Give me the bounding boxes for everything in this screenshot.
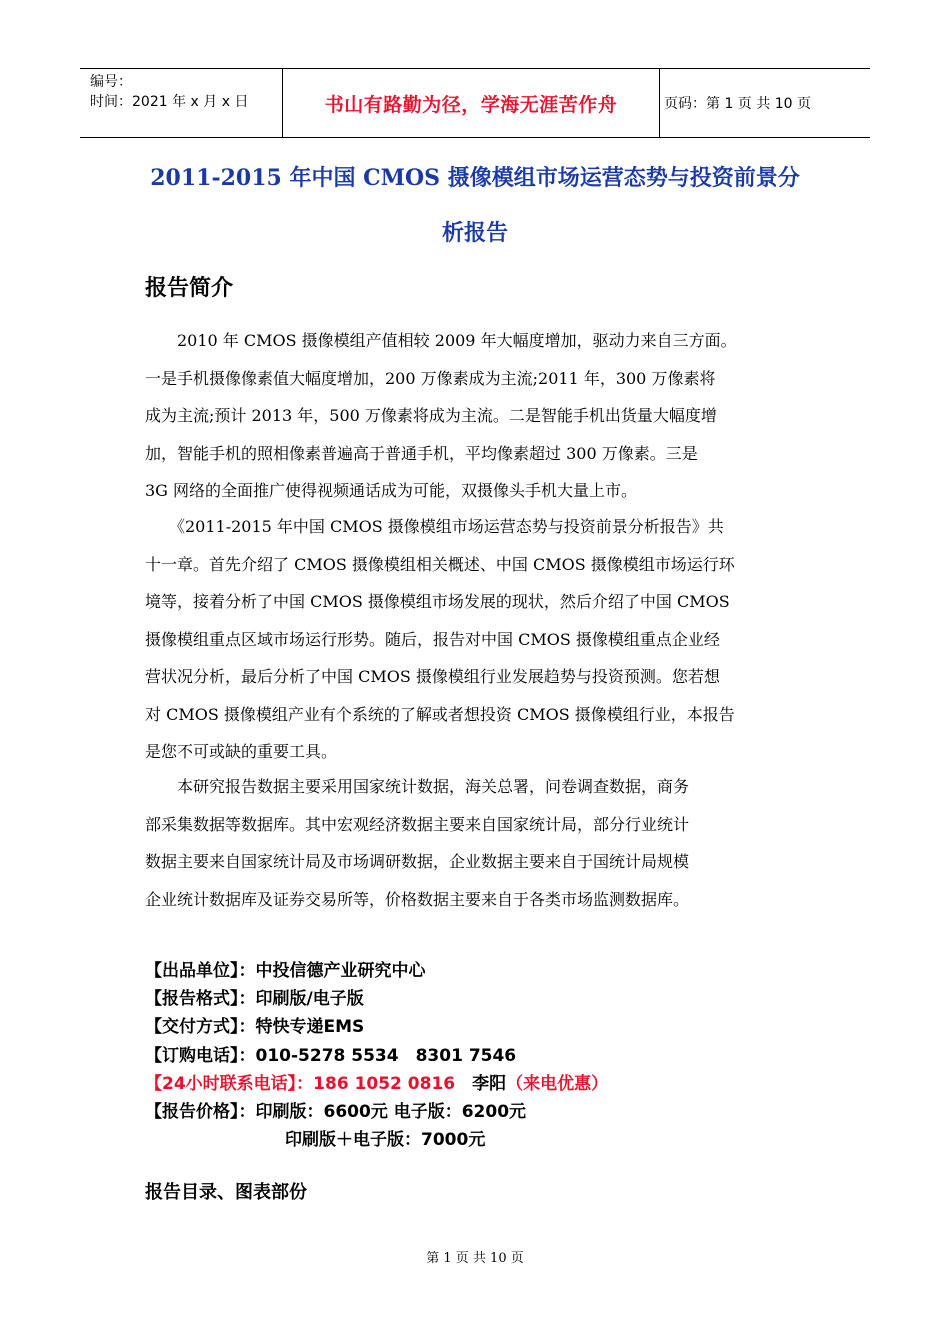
summary-paragraph-2 (145, 508, 805, 771)
paragraph-line: 对 CMOS 摄像模组产业有个系统的了解或者想投资 CMOS 摄像模组行业，本报告 (145, 704, 735, 724)
header-motto: 书山有路勤为径，学海无涯苦作舟 (283, 69, 660, 137)
report-title-line-1: 2011-2015 年中国 CMOS 摄像模组市场运营态势与投资前景分 (150, 165, 800, 191)
price-label: 【报告价格】： (145, 1102, 256, 1123)
report-info-block (145, 957, 608, 1154)
toc-heading: 报告目录、图表部份 (145, 1182, 307, 1203)
order-phone-row (145, 1042, 608, 1070)
document-number-label: 编号： (90, 74, 132, 90)
paragraph-line: 数据主要来自国家统计局及市场调研数据，企业数据主要来自于国统计局规模 (145, 852, 690, 871)
delivery-row (145, 1013, 608, 1041)
hotline-contact: 李阳 (455, 1073, 507, 1094)
report-title-line-2: 析报告 (441, 220, 508, 246)
paragraph-line: 加，智能手机的照相像素普遍高于普通手机，平均像素超过 300 万像素。三是 (145, 443, 698, 463)
order-phone-value: 010-5278 5534 8301 7546 (255, 1045, 517, 1066)
publisher-value: 中投信德产业研究中心 (255, 961, 426, 981)
delivery-label: 【交付方式】： (145, 1017, 256, 1038)
section-heading-summary: 报告简介 (145, 276, 234, 301)
paragraph-line: 营状况分析，最后分析了中国 CMOS 摄像模组行业发展趋势与投资预测。您若想 (145, 667, 720, 686)
hotline-note: （来电优惠） (506, 1073, 609, 1094)
paragraph-line: 3G 网络的全面推广使得视频通话成为可能，双摄像头手机大量上市。 (145, 481, 638, 500)
format-value: 印刷版/电子版 (255, 989, 364, 1010)
paragraph-line: 本研究报告数据主要采用国家统计数据，海关总署，问卷调查数据，商务 (145, 777, 690, 796)
hotline-label: 【24小时联系电话】： (145, 1073, 314, 1094)
paragraph-line: 十一章。首先介绍了 CMOS 摄像模组相关概述、中国 CMOS 摄像模组市场运行环 (145, 554, 735, 574)
format-label: 【报告格式】： (145, 989, 256, 1010)
hotline-number: 186 1052 0816 (313, 1073, 456, 1094)
summary-paragraph-1 (145, 322, 805, 510)
delivery-value: 特快专递EMS (255, 1017, 365, 1038)
paragraph-line: 一是手机摄像像素值大幅度增加，200 万像素成为主流;2011 年，300 万像素将 (145, 368, 716, 388)
document-header-table (80, 68, 870, 138)
page-footer: 第 1 页 共 10 页 (426, 1251, 524, 1266)
summary-paragraph-3 (145, 768, 805, 918)
paragraph-line: 成为主流;预计 2013 年，500 万像素将成为主流。二是智能手机出货量大幅度增 (145, 406, 717, 425)
paragraph-line: 企业统计数据库及证券交易所等，价格数据主要来自于各类市场监测数据库。 (145, 889, 690, 909)
format-row (145, 985, 608, 1013)
header-page-info: 页码：第 1 页 共 10 页 (664, 96, 811, 112)
paragraph-line: 2010 年 CMOS 摄像模组产值相较 2009 年大幅度增加，驱动力来自三方面。 (145, 331, 737, 350)
paragraph-line: 境等，接着分析了中国 CMOS 摄像模组市场发展的现状，然后介绍了中国 CMOS (145, 592, 730, 611)
price-value-2: 印刷版＋电子版：7000元 (285, 1130, 486, 1151)
price-row (145, 1098, 608, 1126)
publisher-label: 【出品单位】： (145, 961, 256, 981)
price-value-1: 印刷版：6600元 电子版：6200元 (255, 1102, 527, 1123)
paragraph-line: 部采集数据等数据库。其中宏观经济数据主要来自国家统计局，部分行业统计 (145, 814, 690, 834)
publisher-row (145, 957, 608, 985)
document-time-label: 时间：2021 年 x 月 x 日 (90, 94, 249, 110)
hotline-row (145, 1070, 608, 1098)
paragraph-line: 是您不可或缺的重要工具。 (145, 742, 338, 761)
order-phone-label: 【订购电话】： (145, 1045, 256, 1066)
paragraph-line: 摄像模组重点区域市场运行形势。随后，报告对中国 CMOS 摄像模组重点企业经 (145, 629, 720, 649)
header-meta-cell (80, 69, 283, 137)
price-row-2 (145, 1126, 608, 1154)
paragraph-line: 《2011-2015 年中国 CMOS 摄像模组市场运营态势与投资前景分析报告》共 (145, 517, 724, 536)
